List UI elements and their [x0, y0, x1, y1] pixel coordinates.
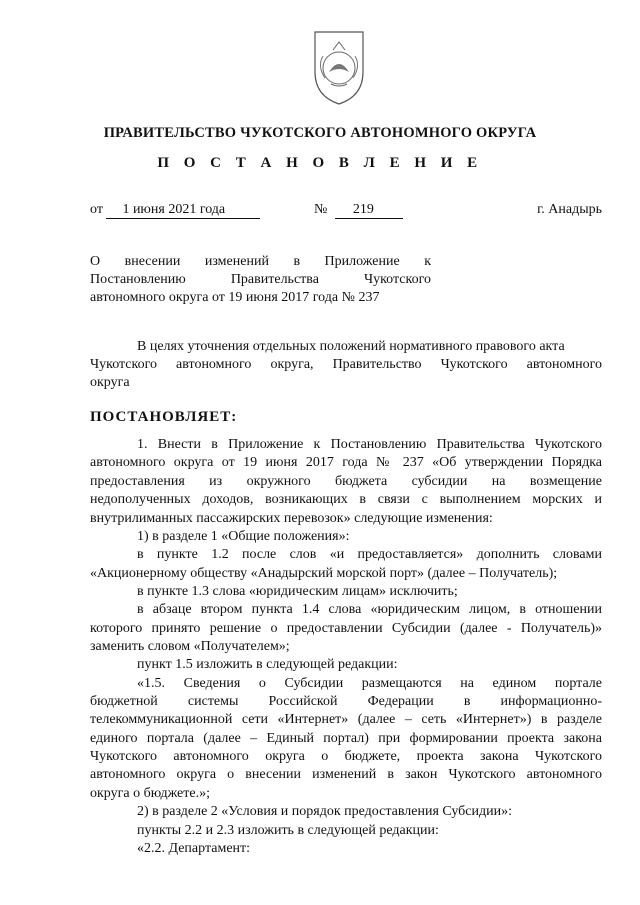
number-sign: № [314, 202, 328, 217]
body-line: округа о бюджете.»; [90, 786, 210, 801]
coat-of-arms-icon [303, 26, 375, 108]
body-line: предоставления из окружного бюджета субсидии на возмещение [90, 474, 602, 489]
document-number: 219 [335, 202, 403, 219]
body-line: 1) в разделе 1 «Общие положения»: [137, 529, 350, 544]
body-line: в пункте 1.2 после слов «и предоставляется» дополнить словами [137, 547, 602, 562]
body-line: недополученных доходов, возникающих в связи с выполнением морских и [90, 492, 602, 507]
date-block [90, 202, 260, 219]
subject-line: О внесении изменений в Приложение к [90, 254, 431, 269]
document-type-title: П О С Т А Н О В Л Е Н И Е [157, 155, 483, 171]
city: г. Анадырь [537, 202, 602, 217]
body-line: «1.5. Сведения о Субсидии размещаются на едином портале [137, 676, 602, 691]
subject-line: Постановлению Правительства Чукотского [90, 272, 431, 287]
body-line: в пункте 1.3 слова «юридическим лицам» исключить; [137, 584, 458, 599]
body-line: которого принято решение о предоставлении Субсидии (далее - Получатель)» [90, 621, 602, 636]
preamble-line: округа [90, 375, 130, 390]
preamble-line: В целях уточнения отдельных положений нормативного правового акта [137, 339, 565, 354]
body-line: 1. Внести в Приложение к Постановлению Правительства Чукотского [137, 437, 602, 452]
body-line: заменить словом «Получателем»; [90, 639, 290, 654]
government-title: ПРАВИТЕЛЬСТВО ЧУКОТСКОГО АВТОНОМНОГО ОКРУГА [103, 125, 537, 141]
body-line: «Акционерному обществу «Анадырский морской порт» (далее – Получатель); [90, 566, 558, 581]
body-line: телекоммуникационной сети «Интернет» (далее – сеть «Интернет») в разделе [90, 712, 602, 727]
body-line: в абзаце втором пункта 1.4 слова «юридическим лицом, в отношении [137, 602, 602, 617]
number-block [314, 202, 403, 219]
body-line: Чукотского автономного округа о бюджете, проекта закона Чукотского [90, 749, 602, 764]
body-line: пункты 2.2 и 2.3 изложить в следующей редакции: [137, 823, 439, 838]
body-line: внутрилиманных пассажирских перевозок» следующие изменения: [90, 511, 493, 526]
preamble-line: Чукотского автономного округа, Правительство Чукотского автономного [90, 357, 602, 372]
resolves-heading: ПОСТАНОВЛЯЕТ: [90, 409, 238, 425]
body-line: бюджетной системы Российской Федерации в информационно- [90, 694, 602, 709]
body-line: 2) в разделе 2 «Условия и порядок предоставления Субсидии»: [137, 804, 513, 819]
document-date: 1 июня 2021 года [106, 202, 260, 219]
body-line: единого портала (далее – Единый портал) при формировании проекта закона [90, 731, 602, 746]
date-prefix: от [90, 202, 103, 217]
body-line: автономного округа от 19 июня 2017 года № 237 «Об утверждении Порядка [90, 455, 602, 470]
body-line: пункт 1.5 изложить в следующей редакции: [137, 657, 398, 672]
subject-line: автономного округа от 19 июня 2017 года № 237 [90, 290, 380, 305]
body-line: «2.2. Департамент: [137, 841, 251, 856]
body-line: автономного округа о внесении изменений в закон Чукотского автономного [90, 767, 602, 782]
